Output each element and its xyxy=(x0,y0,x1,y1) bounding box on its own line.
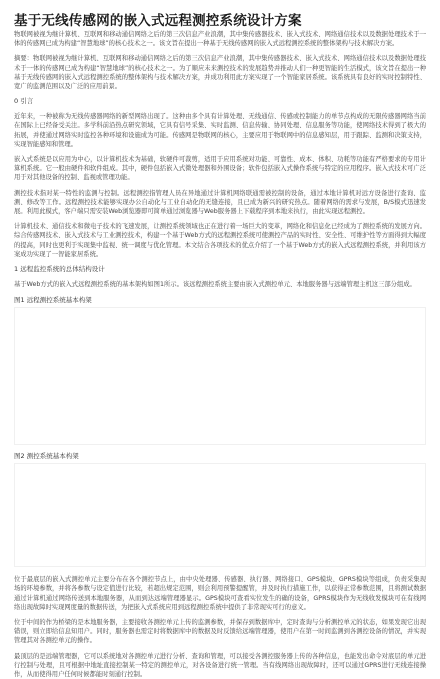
figure-1-caption: 图1 远程测控系统基本构架 xyxy=(14,296,92,305)
body-paragraph: 计算机技术、通信技术和微电子技术的飞速发展，让测控系统领域也正在进行着一场巨大的变革，网络化和信息化已经成为了测控系统的发展方向。综合传感网技术、嵌入式技术与工业测控技术，构建一个基于Web方式的远程测控系统可使测控产品的实时性、安全性、可维护性等方面得到大幅度的提高，同时也更利于实现集中监视、统一调度与优化管理。本文结合各项技术的优点介绍了一个基于Web方式的嵌入式远程测控系统，并利用该方案成功实现了一智能家居系统。 xyxy=(14,223,426,258)
section-heading-architecture: 1 远程监控系统的总体结构设计 xyxy=(14,265,105,274)
figure-2-caption: 图2 测控系统基本构架 xyxy=(14,452,79,461)
abstract-paragraph: 摘要：物联网被视为继计算机、互联网和移动通信网络之后的第三次信息产业浪潮，其中集传感器技术、嵌入式技术、网络通信技术以及数据处理技术于一体的传感网已成为构建“智慧地球”的核心技术之一。为了顺应未来测控技术的发展趋势并推动人们一种更智能的生活模式，该文旨在提出一种基于无线传感网的嵌入式远程测控系统的整体架构与技术解决方案，并成功利用此方案实现了一个智能家居系统。该系统具有良好的实时控制特性、宽广的监测范围以及广泛的应用前景。 xyxy=(14,55,426,91)
body-paragraph: 位于中间的作为桥梁的是本地服务器，主要接收各测控单元上传的监测参数，并保存到数据库中，定时查询与分析测控单元的状态，如果发现它出现错误，则立即给信息知用户。同时，服务器也需定时将数据库中的数据及时反馈给远端管理器，使用户在第一时间监测到各测控设备的情况，并实现管理其对各测控单元的操作。 xyxy=(14,619,426,645)
figure-2-image xyxy=(14,463,426,567)
page-title: 基于无线传感网的嵌入式远程测控系统设计方案 xyxy=(14,13,302,29)
body-paragraph: 测控技术指对某一特性的监测与控制。远程测控指管理人员在异地通过计算机网络联通需被控制的设备，通过本地计算机对远方设备进行查询、监测、修改等工作。远程测控技术能够实现办公自动化与工业自动化的无缝连接，且已成为新兴的研究热点。随着网络的需求与发展，B/S模式迅速发展。利用此模式，客户端只需安装Web浏览器即可简单通过浏览器与Web服务器上下载程序到本地来执行，由此实现远程测控。 xyxy=(14,189,426,216)
body-paragraph: 位于最底层的嵌入式测控单元主要分布在各个测控节点上，由中央处理器、传感器、执行器、网络接口、GPS模块、GPRS模块等组成，负责采集现场的环境参数，并将各参数与设定值进行比较，若超出规定范围，则会利用预警提醒管，并及时执行措施工作，以获得正常参数范围，且将测试数据通过计算机通过网络传送到本地服务器，从而到达远端管理器显示。GPS模块可查看实位发生的确的设备，GPRS模块作为无线收发模块可在有线网络出现故障时实现网度量的数据传送，为把嵌入式系统应用到远程测控系统中提供了非常现实可行的意义。 xyxy=(14,576,426,611)
body-paragraph: 最顶层的是远端管理器，它可以系统地对各测控单元进行分析、查询和管理，可以接受各测控服务器上传的各种信息，也能发出命令对底层的单元进行控制与处理，且可根据中地址直接控制某一特定的测控单元，对各设备进行统一管理。当有线网络出现故障时，还可以通过GPRS进行无线连接操作，从而使得用户任何时候都能时刻通行控制。 xyxy=(14,652,426,679)
figure-1-image xyxy=(14,307,426,445)
body-paragraph: 基于Web方式的嵌入式远程测控系统的基本架构如图1所示。该远程测控系统主要由嵌入式测控单元、本地服务器与远端管理主机这三部分组成。 xyxy=(14,281,416,289)
body-paragraph: 嵌入式系统是以应用为中心，以计算机技术为基础，软硬件可裁剪，适用于应用系统对功能、可靠性、成本、体积、功耗等功能有严格要求的专用计算机系统。它一般由硬件和软件组成。其中，硬件包括嵌入式微处理器和外围设备；软件包括嵌入式操作系统与特定的应用程序。嵌入式技术可广泛用于对其他设备的控制、监视或管理功能。 xyxy=(14,156,426,182)
intro-paragraph: 物联网被视为继计算机、互联网和移动通信网络之后的第三次信息产业浪潮，其中集传感器技术、嵌入式技术、网络通信技术以及数据处理技术于一体的传感网已成为构建“智慧地球”的核心技术之一。该文旨在提出一种基于无线传感网的嵌入式远程测控系统的整体架构与技术解决方案。 xyxy=(14,31,426,48)
section-heading-introduction: 0 引言 xyxy=(14,97,34,106)
body-paragraph: 近年来，一种被称为无线传感器网络的新型网络出现了。这种由多个具有计算处理、无线通信、传感或控制能力的单节点构成的无限传感器网络当前在国际上已经备受关注。多学科前沿热点研究领域，它具有信号采集、实时监测、信息传输、协同处理、信息服务等功能，使网络技术得到了极大的拓展，并使通过网络实时监控各种环境和设施成为可能。传感网是物联网的核心，主要应用于物联网中的信息感知层，用于跟踪、监测和决策支持，实现智能感知和管理。 xyxy=(14,113,426,148)
